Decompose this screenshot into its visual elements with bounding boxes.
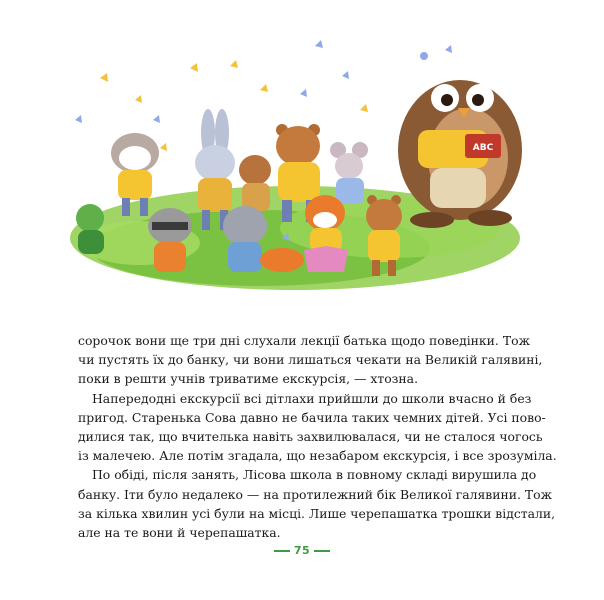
dash-right	[314, 550, 330, 552]
text-line: поки в решти учнів триватиме екскурсія, — хтозна.	[78, 371, 419, 387]
text-line: сорочок вони ще три дні слухали лекції батька щодо поведінки. Тож	[78, 333, 530, 348]
story-text	[78, 331, 557, 542]
text-line: По обіді, після занять, Лісова школа в повному складі вирушила до	[92, 467, 537, 483]
text-line: дилися так, що вчителька навіть захвилювалася, чи не сталося чогось	[78, 428, 543, 444]
page-number-footer	[0, 544, 604, 557]
text-line: за кілька хвилин усі були на місці. Лише черепашатка трошки відстали,	[78, 505, 556, 521]
book-label: ABC	[472, 143, 494, 153]
text-line: банку. Іти було недалеко — на протилежний бік Великої галявини. Тож	[78, 486, 553, 502]
text-line: чи пустять їх до банку, чи вони лишаться чекати на Великій галявині,	[78, 352, 543, 368]
text-line: із малечею. Але потім згадала, що незабаром екскурсія, і все зрозуміла.	[78, 448, 557, 464]
illustration-forest-school	[60, 38, 530, 298]
text-line: але на те вони й черепашатка.	[78, 524, 281, 540]
text-line: пригод. Старенька Сова давно не бачила таких чемних дітей. Усі пово-	[78, 409, 546, 425]
chipmunk-student	[239, 155, 271, 211]
page-number: 75	[293, 544, 311, 557]
text-line: Напередодні екскурсії всі дітлахи прийшли до школи вчасно й без	[92, 390, 532, 406]
dash-left	[274, 550, 290, 552]
